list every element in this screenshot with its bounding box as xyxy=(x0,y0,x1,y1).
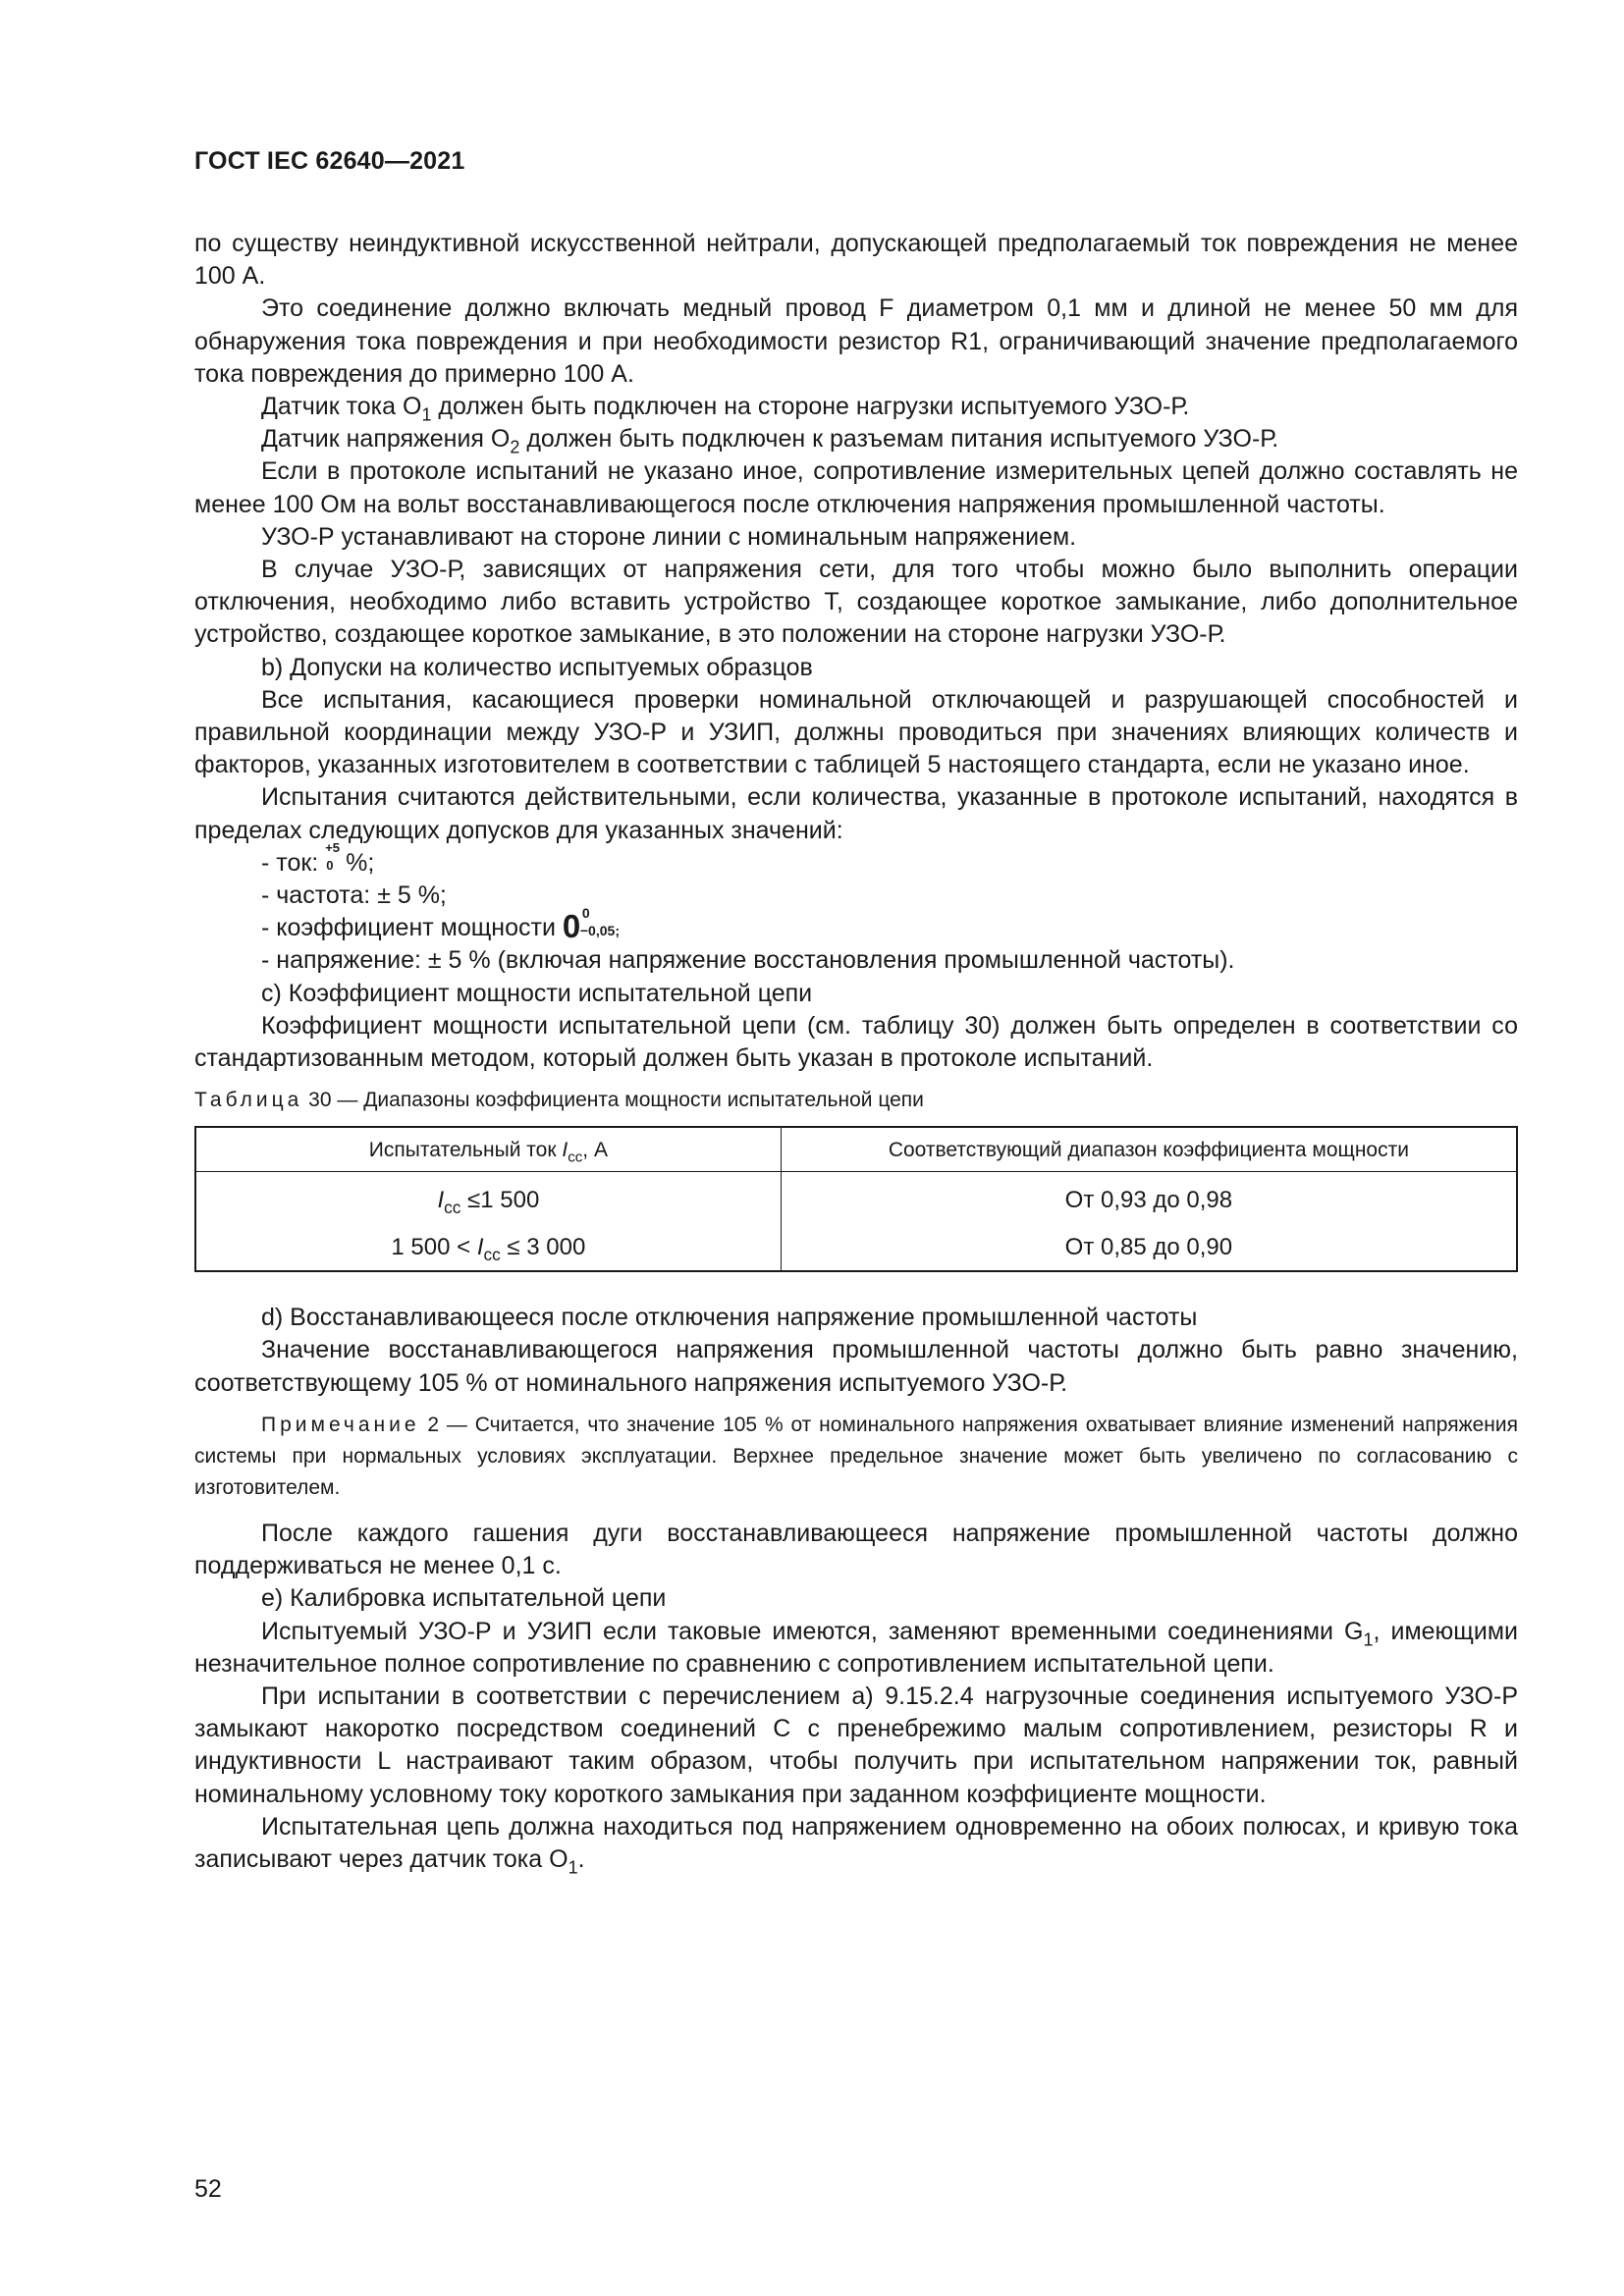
tolerance-item-frequency: - частота: ± 5 %; xyxy=(261,881,447,910)
tolerance-superscript: +5 0 xyxy=(325,839,341,873)
paragraph: В случае УЗО-Р, зависящих от напряжения сети, для того чтобы можно было выполнить операции отключения, необходимо либо вставить устройство Т, создающее короткое замыкание, либо дополнительное устройство, создающее короткое замыкание, в это положении на стороне нагрузки УЗО-Р. xyxy=(194,556,1518,649)
paragraph: Испытательная цепь должна находиться под напряжением одновременно на обоих полюсах, и кривую тока записывают через датчик тока $O_1$. xyxy=(194,1812,1518,1878)
table-caption: Таблица 30 — Диапазоны коэффициента мощности испытательной цепи xyxy=(194,1089,924,1112)
paragraph: Испытуемый УЗО-Р и УЗИП если таковые имеются, заменяют временными соединениями $G_1$, имеющими незначительное полное сопротивление по сравнению с сопротивлением испытательной цепи. xyxy=(194,1617,1518,1678)
table-row xyxy=(195,1172,1517,1224)
paragraph: Испытания считаются действительными, если количества, указанные в протоколе испытаний, находятся в пределах следующих допусков для указанных значений: xyxy=(194,783,1518,844)
table-header-range: Соответствующий диапазон коэффициента мощности xyxy=(781,1127,1517,1172)
paragraph: При испытании в соответствии с перечислением а) 9.15.2.4 нагрузочные соединения испытуемого УЗО-Р замыкают накоротко посредством соединений С с пренебрежимо малым сопротивлением, резисторы R и индуктивности L настраивают таким образом, чтобы получить при испытательном напряжении ток, равный номинальному условному току короткого замыкания при заданном коэффициенте мощности. xyxy=(194,1682,1518,1808)
page-number: 52 xyxy=(194,2175,222,2203)
tolerance-item-power-factor: - коэффициент мощности 0 0 −0,05; xyxy=(194,912,1518,944)
section-heading-b: b) Допуски на количество испытуемых образцов xyxy=(261,653,813,681)
paragraph: по существу неиндуктивной искусственной нейтрали, допускающей предполагаемый ток повреждения не менее 100 А. xyxy=(194,230,1518,291)
paragraph: Датчик тока $O_1$ должен быть подключен на стороне нагрузки испытуемого УЗО-Р. xyxy=(261,393,1190,425)
paragraph: Коэффициент мощности испытательной цепи (см. таблицу 30) должен быть определен в соответствии со стандартизованным методом, который должен быть указан в протоколе испытаний. xyxy=(194,1011,1518,1073)
power-factor-tolerance: 0 0 −0,05; xyxy=(562,905,620,945)
paragraph: После каждого гашения дуги восстанавливающееся напряжение промышленной частоты должно поддерживаться не менее 0,1 с. xyxy=(194,1519,1518,1580)
table-cell-current: $I_{cc} \le 1$ 500 xyxy=(195,1172,781,1224)
section-heading-d: d) Восстанавливающееся после отключения напряжение промышленной частоты xyxy=(261,1304,1198,1332)
document-header: ГОСТ IEC 62640—2021 xyxy=(194,147,465,175)
note: Примечание 2 — Считается, что значение 105 % от номинального напряжения охватывает влияние изменений напряжения системы при нормальных условиях эксплуатации. Верхнее предельное значение может быть увеличено по согласованию с изготовителем. xyxy=(194,1413,1518,1499)
table-header-row xyxy=(195,1127,1517,1172)
table-header-current: Испытательный ток $I_{cc}$, А xyxy=(195,1127,781,1172)
section-heading-e: e) Калибровка испытательной цепи xyxy=(261,1584,667,1613)
paragraph: Если в протоколе испытаний не указано иное, сопротивление измерительных цепей должно составлять не менее 100 Ом на вольт восстанавливающегося после отключения напряжения промышленной частоты. xyxy=(194,457,1518,518)
paragraph: УЗО-Р устанавливают на стороне линии с номинальным напряжением. xyxy=(261,522,1077,551)
paragraph: Датчик напряжения $O_2$ должен быть подключен к разъемам питания испытуемого УЗО-Р. xyxy=(261,425,1279,457)
table-cell-range: От 0,93 до 0,98 xyxy=(781,1172,1517,1224)
paragraph: Все испытания, касающиеся проверки номинальной отключающей и разрушающей способностей и правильной координации между УЗО-Р и УЗИП, должны проводиться при значениях влияющих количеств и факторов, указанных изготовителем в соответствии с таблицей 5 настоящего стандарта, если не указано иное. xyxy=(194,685,1518,779)
document-body xyxy=(194,228,1518,1876)
table-cell-current: 1 $500 < I_{cc} \le 3$ 000 xyxy=(195,1223,781,1271)
table-row xyxy=(195,1223,1517,1271)
power-factor-table xyxy=(194,1126,1518,1272)
table-cell-range: От 0,85 до 0,90 xyxy=(781,1223,1517,1271)
paragraph: Значение восстанавливающегося напряжения промышленной частоты должно быть равно значению, соответствующему 105 % от номинального напряжения испытуемого УЗО-Р. xyxy=(194,1336,1518,1397)
paragraph: Это соединение должно включать медный провод F диаметром 0,1 мм и длиной не менее 50 мм для обнаружения тока повреждения и при необходимости резистор R1, ограничивающий значение предполагаемого тока повреждения до примерно 100 А. xyxy=(194,294,1518,388)
tolerance-item-current: - ток: +5 0 %; xyxy=(261,839,375,877)
tolerance-item-voltage: - напряжение: ± 5 % (включая напряжение восстановления промышленной частоты). xyxy=(261,946,1235,975)
section-heading-c: c) Коэффициент мощности испытательной цепи xyxy=(261,979,813,1007)
